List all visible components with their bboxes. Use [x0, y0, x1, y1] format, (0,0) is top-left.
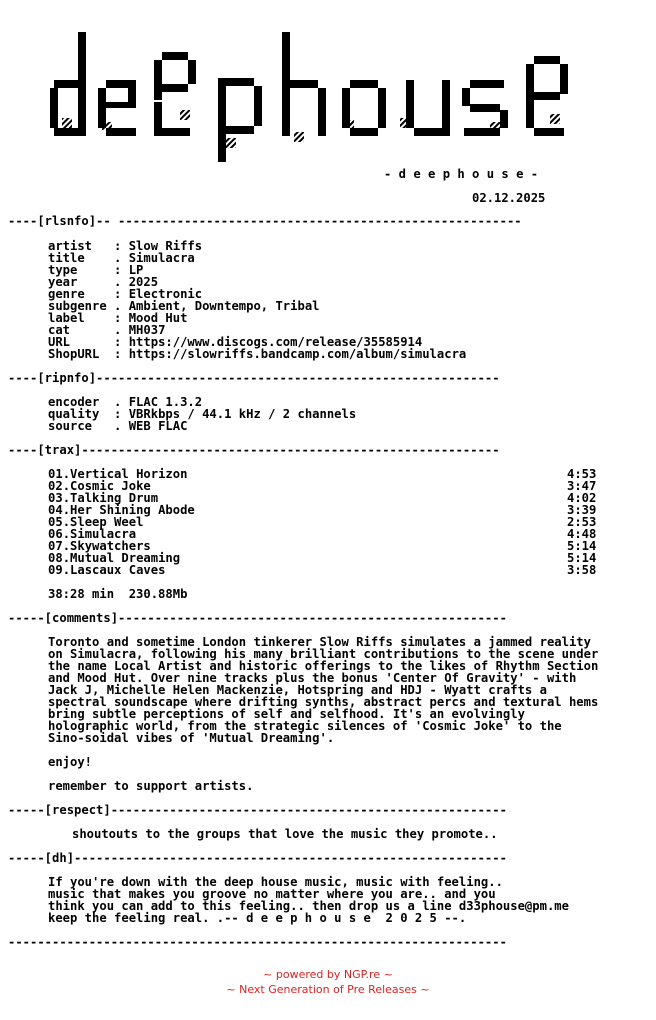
logo-block — [350, 128, 378, 136]
logo-block — [550, 114, 560, 124]
track-title: Mutual Dreaming — [70, 551, 181, 565]
respect-text: shoutouts to the groups that love the music they promote.. — [72, 827, 498, 841]
logo-block — [188, 60, 196, 84]
logo-block — [180, 110, 190, 120]
track-title: Talking Drum — [70, 491, 159, 505]
logo-block — [534, 92, 560, 100]
logo-block — [226, 126, 254, 134]
track-dot: . — [62, 503, 71, 517]
logo-block — [490, 122, 500, 130]
deephouse-logo — [50, 22, 580, 162]
field-shopurl — [48, 348, 466, 360]
logo-block — [162, 84, 188, 92]
track-dot: . — [62, 515, 71, 529]
logo-block — [50, 88, 58, 128]
logo-block — [254, 86, 262, 126]
logo-block — [470, 104, 500, 112]
label-subgenre: subgenre . — [48, 299, 129, 313]
label-artist: artist : — [48, 239, 129, 253]
track-number: 01 — [48, 467, 63, 481]
label-title: title . — [48, 251, 129, 265]
value-url[interactable]: https://www.discogs.com/release/35585914 — [128, 335, 423, 349]
label-year: year . — [48, 275, 129, 289]
dh-line: music that makes you groove no matter where you are.. and you — [48, 887, 496, 901]
track-title: Lascaux Caves — [70, 563, 166, 577]
value-quality: VBRkbps / 44.1 kHz / 2 channels — [128, 407, 357, 421]
label-url: URL : — [48, 335, 129, 349]
comment-line: holographic world, from the strategic silences of 'Cosmic Joke' to the — [48, 719, 562, 733]
track-number: 09 — [48, 563, 63, 577]
track-title: Simulacra — [70, 527, 137, 541]
track-title: Cosmic Joke — [70, 479, 151, 493]
value-source: WEB FLAC — [128, 419, 188, 433]
label-quality: quality : — [48, 407, 129, 421]
value-title: Simulacra — [128, 251, 195, 265]
section-rlsnfo: ----[rlsnfo]-- ------------------------------------------------------- — [8, 214, 522, 228]
logo-block — [534, 128, 564, 136]
logo-block — [294, 132, 304, 142]
comment-line: and Mood Hut. Over nine tracks plus the bonus 'Center Of Gravity' - with — [48, 671, 577, 685]
dh-line: If you're down with the deep house music, music with feeling.. — [48, 875, 503, 889]
label-cat: cat . — [48, 323, 129, 337]
track-time: 5:14 — [567, 539, 597, 553]
logo-block — [54, 128, 86, 136]
track-time: 5:14 — [567, 551, 597, 565]
track-title: Her Shining Abode — [70, 503, 195, 517]
section-comments: -----[comments]----------------------------------------------------- — [8, 611, 507, 625]
value-artist: Slow Riffs — [128, 239, 203, 253]
logo-subtitle: - d e e p h o u s e - — [384, 167, 539, 181]
value-subgenre: Ambient, Downtempo, Tribal — [128, 299, 320, 313]
logo-block — [462, 88, 470, 106]
value-encoder: FLAC 1.3.2 — [128, 395, 203, 409]
track-time: 3:58 — [567, 563, 597, 577]
track-dot: . — [62, 551, 71, 565]
label-type: type : — [48, 263, 129, 277]
section-ripnfo: ----[ripnfo]------------------------------------------------------- — [8, 371, 500, 385]
logo-block — [106, 102, 136, 108]
value-type: LP — [128, 263, 144, 277]
track-number: 05 — [48, 515, 63, 529]
section-trax: ----[trax]--------------------------------------------------------- — [8, 443, 500, 457]
label-shopurl: ShopURL : — [48, 347, 129, 361]
track-number: 08 — [48, 551, 63, 565]
track-dot: . — [62, 563, 71, 577]
comment-line: bring subtle perceptions of self and selfhood. It's an evolvingly — [48, 707, 525, 721]
logo-block — [318, 88, 326, 136]
track-time: 4:48 — [567, 527, 597, 541]
track-number: 06 — [48, 527, 63, 541]
dh-line: think you can add to this feeling.. then drop us a line d33phouse@pm.me — [48, 899, 569, 913]
logo-block — [62, 118, 72, 128]
comment-line: the name Local Artist and historic offerings to the likes of Rhythm Section — [48, 659, 599, 673]
track-number: 02 — [48, 479, 63, 493]
value-label: Mood Hut — [128, 311, 188, 325]
support-text: remember to support artists. — [48, 779, 254, 793]
logo-block — [400, 118, 408, 128]
comment-line: Sino-soidal vibes of 'Mutual Dreaming'. — [48, 731, 335, 745]
logo-block — [414, 128, 442, 136]
label-label: label : — [48, 311, 129, 325]
logo-block — [154, 102, 162, 136]
logo-block — [500, 110, 508, 128]
track-dot: . — [62, 527, 71, 541]
section-respect: -----[respect]------------------------------------------------------ — [8, 803, 507, 817]
logo-block — [290, 80, 318, 88]
track-number: 07 — [48, 539, 63, 553]
logo-block — [470, 80, 504, 88]
track-title: Sleep Weel — [70, 515, 144, 529]
track-number: 03 — [48, 491, 63, 505]
logo-block — [378, 88, 386, 128]
logo-block — [346, 120, 354, 128]
track-row — [48, 564, 165, 576]
comment-line: Toronto and sometime London tinkerer Slow Riffs simulates a jammed reality — [48, 635, 591, 649]
enjoy-text: enjoy! — [48, 755, 93, 769]
value-shopurl[interactable]: https://slowriffs.bandcamp.com/album/simulacra — [128, 347, 467, 361]
label-genre: genre : — [48, 287, 129, 301]
value-year: 2025 — [128, 275, 159, 289]
comment-line: spectral soundscape where drifting synths, abstract percs and textural hems — [48, 695, 599, 709]
logo-block — [102, 122, 112, 130]
logo-block — [282, 32, 290, 136]
value-genre: Electronic — [128, 287, 203, 301]
logo-block — [560, 64, 568, 94]
comment-line: Jack J, Michelle Helen Mackenzie, Hotspring and HDJ - Wyatt crafts a — [48, 683, 547, 697]
comment-line: on Simulacra, following his many brilliant contributions to the scene under — [48, 647, 599, 661]
logo-block — [154, 60, 162, 100]
track-time: 4:53 — [567, 467, 597, 481]
dh-line: keep the feeling real. .-- d e e p h o u s e 2 0 2 5 --. — [48, 911, 467, 925]
section-end: -------------------------------------------------------------------- — [8, 935, 507, 949]
logo-block — [226, 138, 236, 148]
totals: 38:28 min 230.88Mb — [48, 587, 188, 601]
logo-block — [162, 52, 188, 60]
track-time: 2:53 — [567, 515, 597, 529]
section-dh: -----[dh]----------------------------------------------------------- — [8, 851, 507, 865]
track-time: 3:47 — [567, 479, 597, 493]
track-time: 4:02 — [567, 491, 597, 505]
track-title: Vertical Horizon — [70, 467, 188, 481]
label-encoder: encoder . — [48, 395, 129, 409]
value-cat: MH037 — [128, 323, 166, 337]
release-date: 02.12.2025 — [472, 191, 546, 205]
track-dot: . — [62, 539, 71, 553]
footer-tagline: ~ Next Generation of Pre Releases ~ — [226, 983, 430, 996]
label-source: source . — [48, 419, 129, 433]
logo-block — [442, 80, 450, 136]
track-number: 04 — [48, 503, 63, 517]
logo-block — [534, 56, 560, 64]
logo-block — [106, 80, 136, 88]
logo-block — [162, 128, 190, 136]
logo-block — [218, 78, 226, 162]
logo-block — [350, 80, 378, 88]
field-source — [48, 420, 187, 432]
logo-block — [226, 78, 254, 86]
logo-block — [54, 80, 86, 88]
track-title: Skywatchers — [70, 539, 151, 553]
track-dot: . — [62, 467, 71, 481]
track-time: 3:39 — [567, 503, 597, 517]
logo-block — [526, 64, 534, 128]
track-dot: . — [62, 491, 71, 505]
track-dot: . — [62, 479, 71, 493]
footer-powered-by[interactable]: ~ powered by NGP.re ~ — [263, 968, 393, 981]
